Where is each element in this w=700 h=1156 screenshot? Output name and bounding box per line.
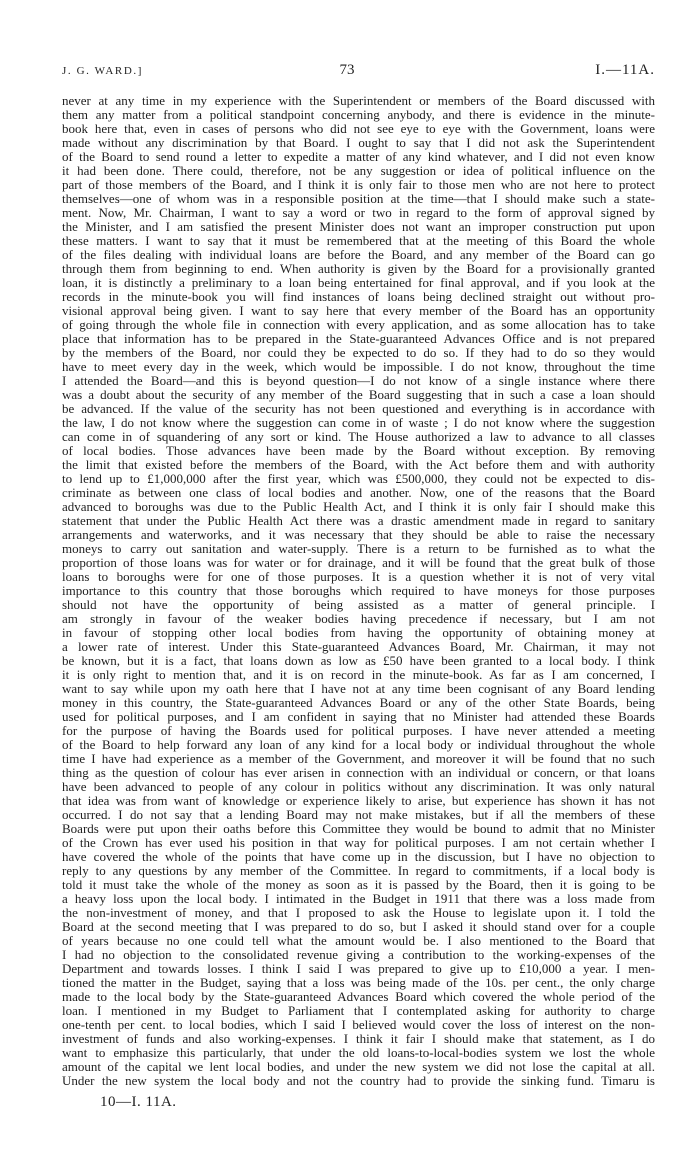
text-line: of years because no one could tell what the amount would be. I also mentioned to the Board that xyxy=(62,933,655,948)
text-line: made to the local body by the State-guaranteed Advances Board which covered the whole period of the xyxy=(62,989,655,1004)
text-line: want to emphasize this particularly, that under the old loans-to-local-bodies system we lost the whole xyxy=(62,1045,655,1060)
running-head: J. G. WARD.] xyxy=(62,65,144,77)
text-line: the Minister, and I am satisfied the present Minister does not want an improper construction put upon xyxy=(62,219,655,234)
text-line: importance to this country that those boroughs which required to have moneys for those purposes xyxy=(62,583,655,598)
text-line: Under the new system the local body and not the country had to provide the sinking fund. Timaru is xyxy=(62,1073,655,1088)
signature-mark: 10—I. 11A. xyxy=(100,1094,177,1110)
text-line: of the Board to send round a letter to expedite a matter of any kind whatever, and I did not even know xyxy=(62,149,655,164)
text-line: the non-investment of money, and that I proposed to ask the House to legislate upon it. I told the xyxy=(62,905,655,920)
text-line: the law, I do not know where the suggestion can come in of waste ; I do not know where the suggestion xyxy=(62,415,655,430)
page-number: 73 xyxy=(339,62,355,78)
text-line: I had no objection to the consolidated revenue giving a contribution to the working-expenses of the xyxy=(62,947,655,962)
text-line: them any matter from a political standpoint concerning anybody, and there is evidence in the minute- xyxy=(62,107,655,122)
text-line: made without any discrimination by that Board. I ought to say that I did not ask the Superintendent xyxy=(62,135,655,150)
text-line: to lend up to £1,000,000 after the first year, which was £500,000, they could not be expected to dis- xyxy=(62,471,655,486)
text-line: advanced to boroughs was due to the Public Health Act, and I think it is only fair I should make this xyxy=(62,499,655,514)
text-line: of local bodies. Those advances have been made by the Board without exception. By removing xyxy=(62,443,655,458)
text-line: be advanced. If the value of the security has not been questioned and everything is in accordance with xyxy=(62,401,655,416)
text-line: it had been done. There could, therefore, not be any suggestion or idea of political influence on the xyxy=(62,163,655,178)
text-line: visional approval being given. I want to say here that every member of the Board has an opportunity xyxy=(62,303,655,318)
text-line: am strongly in favour of the weaker bodies having precedence if necessary, but I am not xyxy=(62,611,655,626)
text-line: never at any time in my experience with the Superintendent or members of the Board discussed with xyxy=(62,93,655,108)
text-line: one-tenth per cent. to local bodies, which I said I believed would cover the loss of interest on the non- xyxy=(62,1017,655,1032)
text-line: loans to boroughs were for one of those purposes. It is a question whether it is not of very vital xyxy=(62,569,655,584)
text-line: used for political purposes, and I am confident in saying that no Minister had attended these Boards xyxy=(62,709,655,724)
text-line: money in this country, the State-guaranteed Advances Board or any of the other State Boards, being xyxy=(62,695,655,710)
text-line: can come in of squandering of any sort or kind. The House authorized a law to advance to all classes xyxy=(62,429,655,444)
text-line: proportion of those loans was for water or for drainage, and it will be found that the great bulk of those xyxy=(62,555,655,570)
text-line: moneys to carry out sanitation and water-supply. There is a return to be furnished as to what the xyxy=(62,541,655,556)
paper-reference: I.—11A. xyxy=(595,62,655,78)
body-text xyxy=(62,94,655,1088)
text-line: loan. I mentioned in my Budget to Parliament that I contemplated asking for authority to charge xyxy=(62,1003,655,1018)
text-line: that idea was from want of knowledge or experience likely to arise, but experience has shown it has not xyxy=(62,793,655,808)
text-line: have covered the whole of the points that have come up in the discussion, but I have no objection to xyxy=(62,849,655,864)
text-line: time I have had experience as a member of the Government, and moreover it will be found that no such xyxy=(62,751,655,766)
text-line: themselves—one of whom was in a responsible position at the time—that I should make such a state- xyxy=(62,191,655,206)
text-line: want to say while upon my oath here that I have not at any time been cognisant of any Board lending xyxy=(62,681,655,696)
text-line: in favour of stopping other local bodies from having the opportunity of obtaining money at xyxy=(62,625,655,640)
text-line: by the members of the Board, nor could they be expected to do so. If they had to do so they would xyxy=(62,345,655,360)
text-line: amount of the capital we lent local bodies, and under the new system we did not lose the capital at all. xyxy=(62,1059,655,1074)
text-line: part of those members of the Board, and I think it is only fair to those men who are not here to protect xyxy=(62,177,655,192)
text-line: have to meet every day in the week, which would be impossible. I do not know, throughout the time xyxy=(62,359,655,374)
text-line: loan, it is distinctly a preliminary to a loan being entertained for final approval, and if you look at the xyxy=(62,275,655,290)
text-line: of the Board to help forward any loan of any kind for a local body or individual throughout the whole xyxy=(62,737,655,752)
text-line: it is only right to mention that, and it is on record in the minute-book. As far as I am concerned, I xyxy=(62,667,655,682)
text-line: have been advanced to people of any colour in politics without any discrimination. It was only natural xyxy=(62,779,655,794)
text-line: arrangements and waterworks, and it was necessary that they should be able to raise the necessary xyxy=(62,527,655,542)
text-line: occurred. I do not say that a lending Board may not make mistakes, but if all the members of these xyxy=(62,807,655,822)
text-line: told it must take the whole of the money as soon as it is passed by the Board, then it is going to be xyxy=(62,877,655,892)
text-line: of the Crown has ever used his position in that way for political purposes. I am not certain whether I xyxy=(62,835,655,850)
text-line: book here that, even in cases of persons who did not see eye to eye with the Government, loans were xyxy=(62,121,655,136)
text-line: for the purpose of having the Boards used for political purposes. I have never attended a meeting xyxy=(62,723,655,738)
text-line: Department and towards losses. I think I said I was prepared to give up to £10,000 a year. I men- xyxy=(62,961,655,976)
text-line: be known, but it is a fact, that loans down as low as £50 have been granted to a local body. I think xyxy=(62,653,655,668)
text-line: I attended the Board—and this is beyond question—I do not know of a single instance where there xyxy=(62,373,655,388)
text-line: criminate as between one class of local bodies and another. Now, one of the reasons that the Board xyxy=(62,485,655,500)
text-line: records in the minute-book you will find instances of loans being declined straight out without pro- xyxy=(62,289,655,304)
text-line: statement that under the Public Health Act there was a drastic amendment made in regard to sanitary xyxy=(62,513,655,528)
text-line: the limit that existed before the members of the Board, with the Act before them and with authority xyxy=(62,457,655,472)
text-line: should not have the opportunity of being assisted as a matter of general principle. I xyxy=(62,597,655,612)
text-line: reply to any questions by any member of the Committee. In regard to commitments, if a local body is xyxy=(62,863,655,878)
text-line: thing as the question of colour has ever arisen in connection with an individual or concern, or that loans xyxy=(62,765,655,780)
text-line: place that information has to be prepared in the State-guaranteed Advances Office and is not prepared xyxy=(62,331,655,346)
text-line: investment of funds and also working-expenses. I think it fair I should make that statement, as I do xyxy=(62,1031,655,1046)
text-line: a heavy loss upon the local body. I intimated in the Budget in 1911 that there was a loss made from xyxy=(62,891,655,906)
text-line: these matters. I want to say that it must be remembered that at the meeting of this Board the whole xyxy=(62,233,655,248)
text-line: of the files dealing with individual loans are before the Board, and any member of the Board can go xyxy=(62,247,655,262)
text-line: through them from beginning to end. When authority is given by the Board for a provisionally granted xyxy=(62,261,655,276)
text-line: a lower rate of interest. Under this State-guaranteed Advances Board, Mr. Chairman, it may not xyxy=(62,639,655,654)
text-line: tioned the matter in the Budget, saying that a loss was being made of the 10s. per cent., the only charge xyxy=(62,975,655,990)
text-line: was a doubt about the security of any member of the Board suggesting that in such a case a loan should xyxy=(62,387,655,402)
text-line: ment. Now, Mr. Chairman, I want to say a word or two in regard to the form of approval signed by xyxy=(62,205,655,220)
text-line: of going through the whole file in connection with every application, and as some allocation has to take xyxy=(62,317,655,332)
text-line: Board at the second meeting that I was prepared to do so, but I asked it should stand over for a couple xyxy=(62,919,655,934)
text-line: Boards were put upon their oaths before this Committee they would be bound to admit that no Minister xyxy=(62,821,655,836)
